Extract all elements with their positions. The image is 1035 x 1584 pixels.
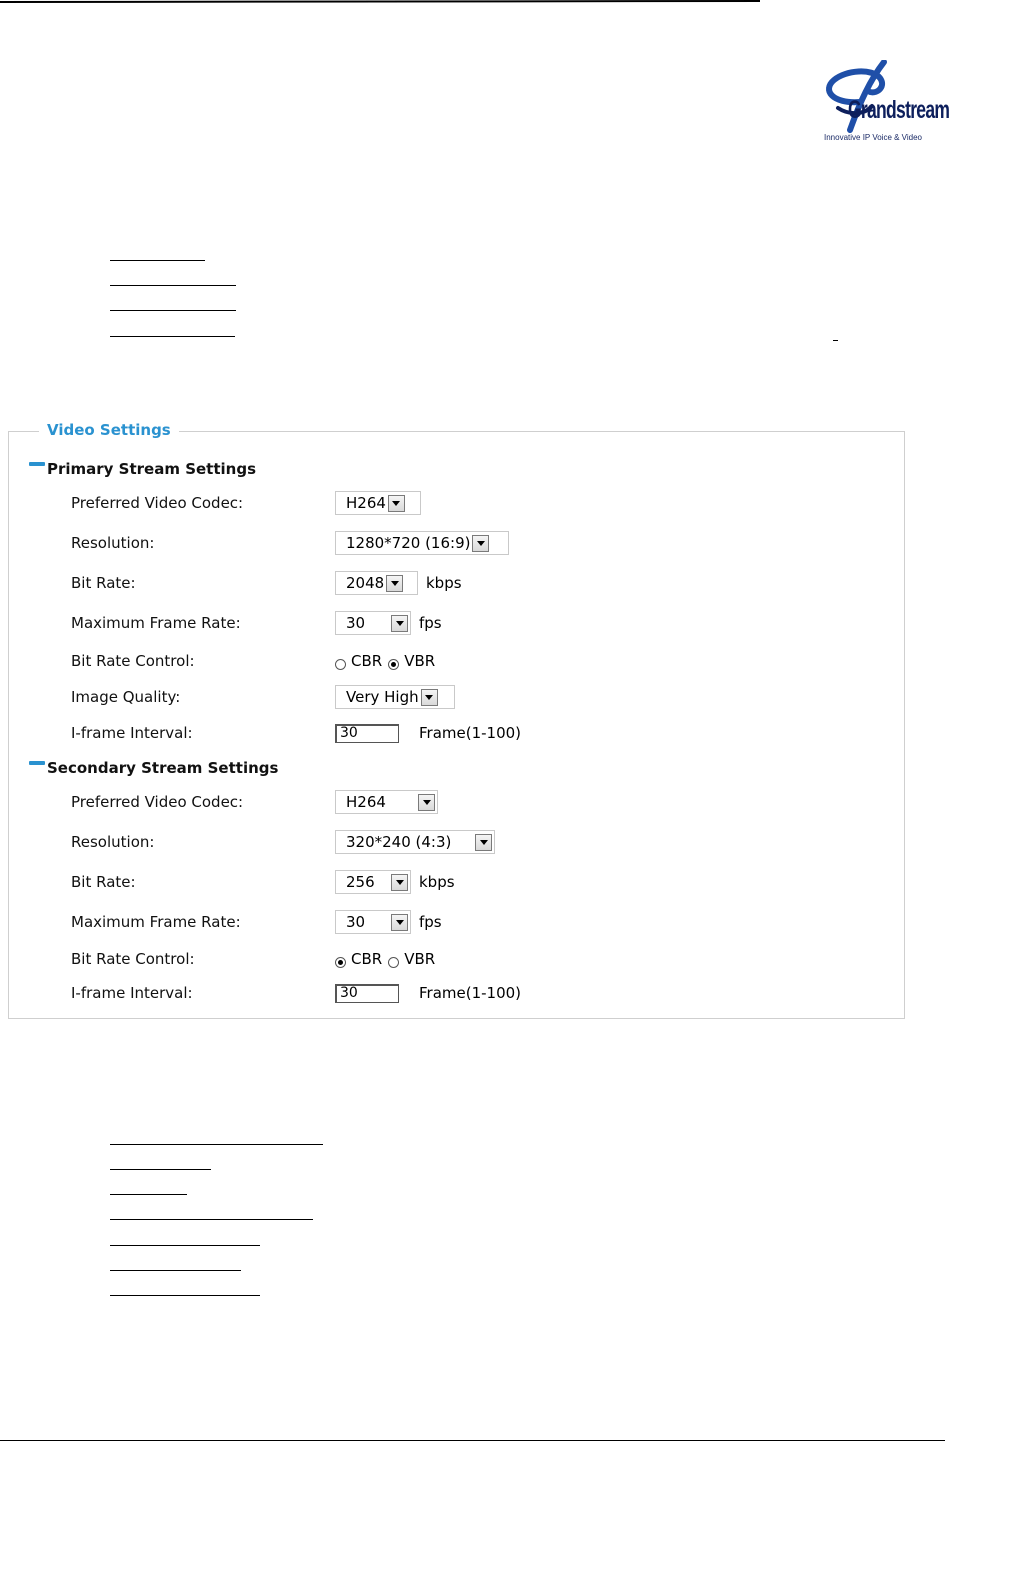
redacted-line	[110, 310, 236, 311]
secondary-stream-heading[interactable]	[29, 759, 278, 777]
redacted-line	[110, 285, 236, 286]
primary-quality-label: Image Quality:	[71, 688, 181, 706]
secondary-bitrate-label: Bit Rate:	[71, 873, 136, 891]
secondary-resolution-select[interactable]	[335, 830, 495, 854]
primary-brc-row	[71, 648, 901, 674]
secondary-framerate-row	[71, 909, 901, 935]
secondary-resolution-row	[71, 829, 901, 855]
secondary-framerate-unit: fps	[419, 913, 442, 931]
primary-resolution-value: 1280*720 (16:9)	[346, 534, 471, 552]
chevron-down-icon[interactable]	[418, 794, 435, 811]
footer-rule	[0, 1440, 945, 1441]
primary-framerate-row	[71, 610, 901, 636]
redacted-line	[110, 336, 235, 337]
secondary-resolution-label: Resolution:	[71, 833, 155, 851]
secondary-cbr-radio[interactable]	[335, 957, 346, 968]
secondary-codec-select[interactable]	[335, 790, 438, 814]
redacted-line	[110, 1194, 187, 1195]
primary-stream-heading[interactable]	[29, 460, 256, 478]
secondary-brc-row	[71, 946, 901, 972]
primary-codec-value: H264	[346, 494, 386, 512]
chevron-down-icon[interactable]	[391, 914, 408, 931]
chevron-down-icon[interactable]	[475, 834, 492, 851]
primary-vbr-label: VBR	[404, 652, 436, 670]
primary-iframe-unit: Frame(1-100)	[419, 724, 522, 742]
secondary-stream-heading-label: Secondary Stream Settings	[47, 759, 279, 777]
secondary-resolution-value: 320*240 (4:3)	[346, 833, 452, 851]
primary-framerate-label: Maximum Frame Rate:	[71, 614, 241, 632]
redacted-line	[110, 1169, 211, 1170]
redacted-line	[110, 1270, 241, 1271]
redacted-line	[833, 340, 838, 341]
secondary-cbr-label: CBR	[351, 950, 383, 968]
secondary-bitrate-value: 256	[346, 873, 375, 891]
primary-iframe-input[interactable]: 30	[335, 724, 399, 743]
video-settings-panel	[8, 421, 905, 1019]
secondary-framerate-value: 30	[346, 913, 366, 931]
primary-iframe-label: I-frame Interval:	[71, 724, 193, 742]
secondary-vbr-label: VBR	[404, 950, 436, 968]
secondary-bitrate-row	[71, 869, 901, 895]
redacted-line	[110, 1219, 313, 1220]
primary-quality-select[interactable]	[335, 685, 455, 709]
primary-stream-heading-label: Primary Stream Settings	[47, 460, 257, 478]
collapse-minus-icon[interactable]	[29, 462, 45, 466]
primary-bitrate-row	[71, 570, 901, 596]
secondary-iframe-label: I-frame Interval:	[71, 984, 193, 1002]
chevron-down-icon[interactable]	[421, 689, 438, 706]
primary-bitrate-select[interactable]	[335, 571, 418, 595]
primary-resolution-select[interactable]	[335, 531, 509, 555]
redacted-line	[110, 1295, 260, 1296]
secondary-bitrate-unit: kbps	[419, 873, 455, 891]
secondary-iframe-unit: Frame(1-100)	[419, 984, 522, 1002]
primary-framerate-select[interactable]	[335, 611, 411, 635]
chevron-down-icon[interactable]	[391, 874, 408, 891]
chevron-down-icon[interactable]	[388, 495, 405, 512]
primary-codec-select[interactable]	[335, 491, 421, 515]
redacted-line	[110, 1245, 260, 1246]
primary-resolution-row	[71, 530, 901, 556]
secondary-brc-label: Bit Rate Control:	[71, 950, 195, 968]
primary-bitrate-unit: kbps	[426, 574, 462, 592]
primary-brc-label: Bit Rate Control:	[71, 652, 195, 670]
primary-framerate-unit: fps	[419, 614, 442, 632]
secondary-codec-label: Preferred Video Codec:	[71, 793, 244, 811]
top-rule	[0, 0, 760, 6]
secondary-codec-value: H264	[346, 793, 386, 811]
secondary-iframe-input[interactable]: 30	[335, 984, 399, 1003]
primary-codec-label: Preferred Video Codec:	[71, 494, 244, 512]
logo-tagline: Innovative IP Voice & Video	[824, 133, 922, 142]
grandstream-logo	[820, 60, 950, 148]
secondary-framerate-select[interactable]	[335, 910, 411, 934]
secondary-iframe-row	[71, 980, 901, 1006]
logo-wordmark: Grandstream	[848, 96, 950, 124]
collapse-minus-icon[interactable]	[29, 761, 45, 765]
secondary-codec-row	[71, 789, 901, 815]
primary-vbr-radio[interactable]	[388, 659, 399, 670]
primary-bitrate-value: 2048	[346, 574, 385, 592]
secondary-bitrate-select[interactable]	[335, 870, 411, 894]
redacted-line	[110, 1144, 323, 1145]
primary-resolution-label: Resolution:	[71, 534, 155, 552]
chevron-down-icon[interactable]	[386, 575, 403, 592]
primary-codec-row	[71, 490, 901, 516]
primary-cbr-label: CBR	[351, 652, 383, 670]
chevron-down-icon[interactable]	[472, 535, 489, 552]
primary-bitrate-label: Bit Rate:	[71, 574, 136, 592]
panel-title: Video Settings	[39, 421, 179, 439]
primary-iframe-row	[71, 720, 901, 746]
primary-quality-value: Very High	[346, 688, 419, 706]
primary-framerate-value: 30	[346, 614, 366, 632]
primary-quality-row	[71, 684, 901, 710]
secondary-framerate-label: Maximum Frame Rate:	[71, 913, 241, 931]
redacted-line	[110, 260, 205, 261]
secondary-vbr-radio[interactable]	[388, 957, 399, 968]
primary-cbr-radio[interactable]	[335, 659, 346, 670]
chevron-down-icon[interactable]	[391, 615, 408, 632]
